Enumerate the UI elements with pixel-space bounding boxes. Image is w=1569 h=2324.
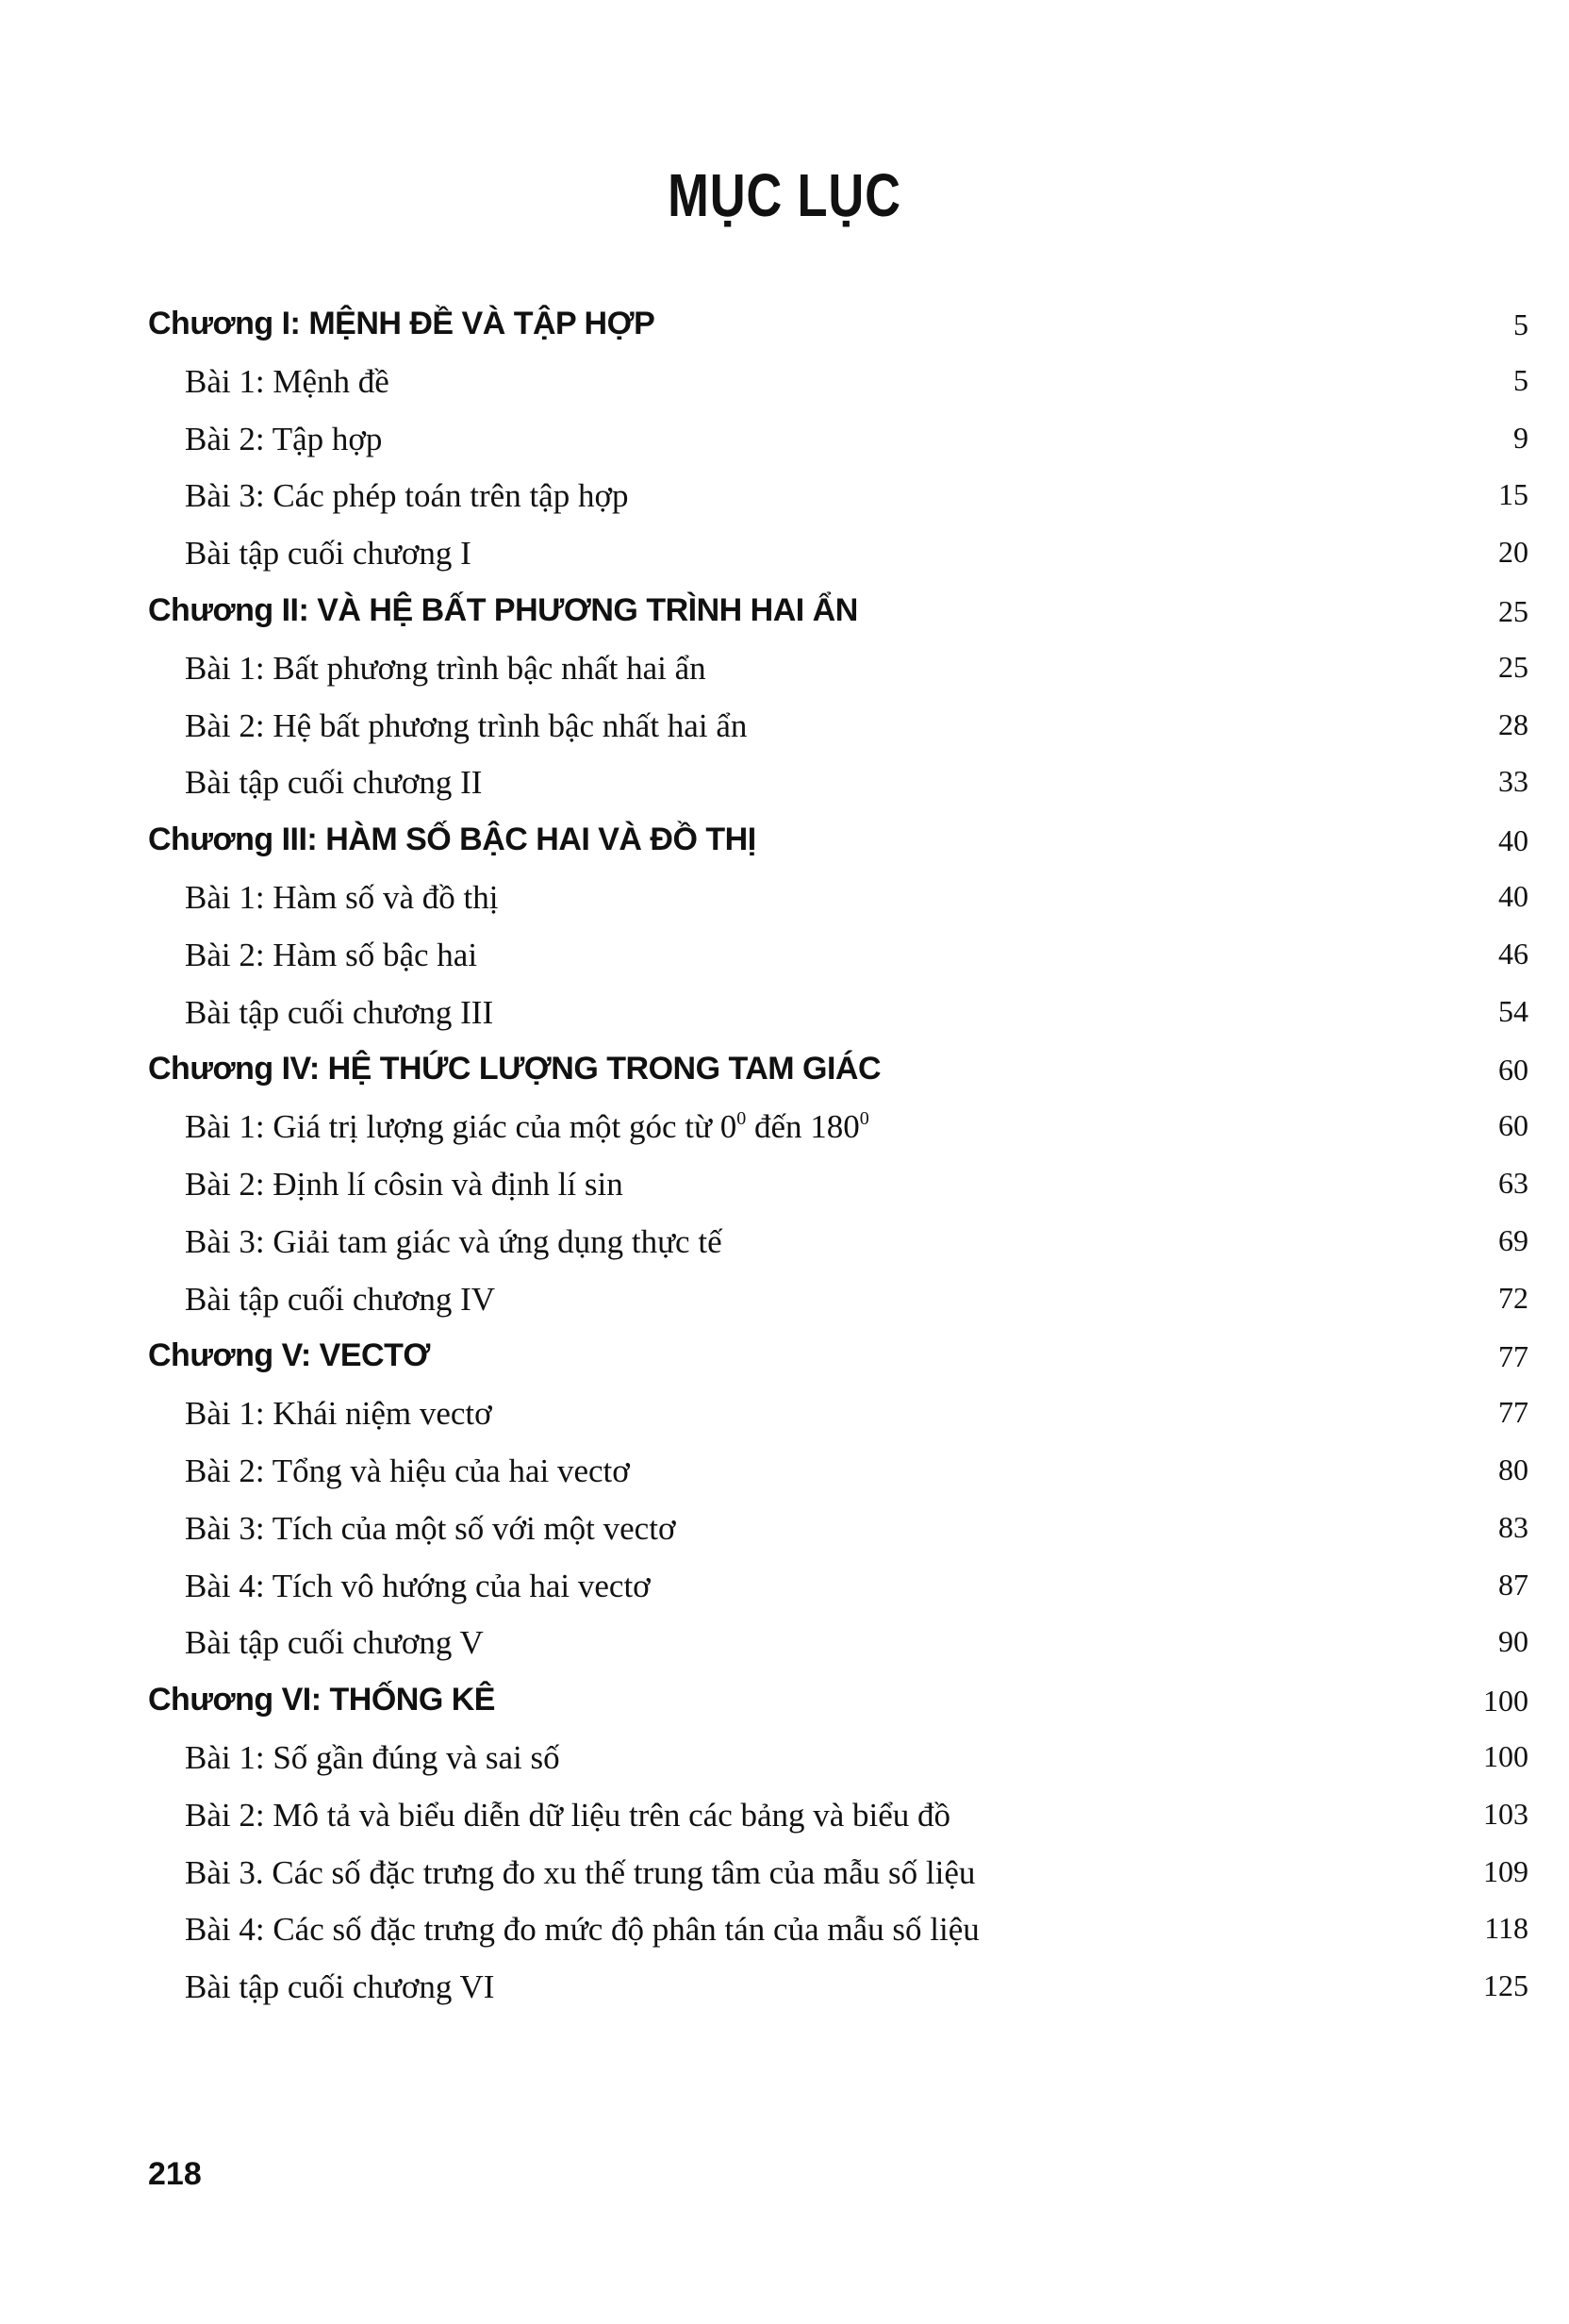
toc-page-number: 25	[1498, 649, 1528, 684]
toc-page-number: 118	[1484, 1911, 1528, 1946]
toc-page-number: 90	[1498, 1624, 1528, 1659]
toc-lesson-row	[0, 529, 1569, 587]
toc-lesson-row	[0, 1160, 1569, 1218]
page-title: MỤC LỤC	[668, 161, 901, 229]
toc-page-number: 100	[1483, 1684, 1528, 1718]
lesson-title: Bài 3: Tích của một số với một vectơ	[185, 1509, 676, 1547]
toc-page-number: 103	[1483, 1796, 1528, 1831]
toc-lesson-row	[0, 415, 1569, 473]
chapter-title: Chương IV: HỆ THỨC LƯỢNG TRONG TAM GIÁC	[148, 1051, 882, 1087]
lesson-title: Bài tập cuối chương II	[185, 764, 483, 802]
table-of-contents	[0, 300, 1569, 2020]
toc-page-number: 83	[1498, 1509, 1528, 1544]
toc-page-number: 46	[1498, 936, 1528, 971]
lesson-title: Bài 3. Các số đặc trưng đo xu thế trung tâm của mẫu số liệu	[185, 1853, 976, 1891]
toc-lesson-row	[0, 931, 1569, 988]
toc-lesson-row	[0, 1734, 1569, 1791]
toc-page-number: 54	[1498, 993, 1528, 1028]
toc-page-number: 40	[1498, 878, 1528, 913]
toc-page-number: 77	[1498, 1395, 1528, 1430]
toc-lesson-row	[0, 1389, 1569, 1447]
toc-page-number: 15	[1498, 477, 1528, 512]
toc-lesson-row	[0, 1275, 1569, 1333]
lesson-title	[185, 1108, 869, 1146]
toc-page-number: 28	[1498, 706, 1528, 741]
lesson-title: Bài 2: Tập hợp	[185, 420, 383, 457]
toc-page-number: 5	[1513, 362, 1528, 397]
toc-page-number: 87	[1498, 1567, 1528, 1602]
lesson-title: Bài 1: Khái niệm vectơ	[185, 1395, 492, 1433]
toc-lesson-row	[0, 1103, 1569, 1160]
toc-lesson-row	[0, 1504, 1569, 1562]
toc-lesson-row	[0, 1218, 1569, 1275]
toc-page-number: 100	[1483, 1738, 1528, 1773]
toc-lesson-row	[0, 873, 1569, 931]
chapter-title: Chương III: HÀM SỐ BẬC HAI VÀ ĐỒ THỊ	[148, 822, 756, 858]
toc-chapter-row	[0, 816, 1569, 873]
toc-chapter-row	[0, 1332, 1569, 1389]
lesson-title-part: đến 180	[746, 1108, 860, 1146]
lesson-title: Bài 3: Các phép toán trên tập hợp	[185, 477, 629, 515]
toc-lesson-row	[0, 1849, 1569, 1906]
lesson-title: Bài tập cuối chương VI	[185, 1968, 495, 2006]
chapter-title: Chương II: VÀ HỆ BẤT PHƯƠNG TRÌNH HAI ẨN	[148, 591, 858, 628]
lesson-title: Bài 4: Tích vô hướng của hai vectơ	[185, 1567, 651, 1604]
toc-page-number: 33	[1498, 764, 1528, 799]
toc-page-number: 109	[1483, 1853, 1528, 1888]
degree-superscript: 0	[859, 1108, 869, 1130]
lesson-title-part: Bài 1: Giá trị lượng giác của một góc từ 0	[185, 1108, 737, 1146]
toc-lesson-row	[0, 472, 1569, 529]
lesson-title: Bài 4: Các số đặc trưng đo mức độ phân tán của mẫu số liệu	[185, 1911, 980, 1949]
lesson-title: Bài 3: Giải tam giác và ứng dụng thực tế	[185, 1222, 722, 1260]
lesson-title: Bài 2: Hệ bất phương trình bậc nhất hai ẩn	[185, 706, 748, 744]
lesson-title: Bài tập cuối chương III	[185, 993, 494, 1031]
lesson-title: Bài 2: Hàm số bậc hai	[185, 936, 478, 973]
toc-page-number: 125	[1483, 1968, 1528, 2003]
lesson-title: Bài 1: Bất phương trình bậc nhất hai ẩn	[185, 649, 706, 687]
toc-page-number: 80	[1498, 1452, 1528, 1486]
toc-lesson-row	[0, 1963, 1569, 2020]
toc-lesson-row	[0, 1791, 1569, 1849]
toc-page-number: 9	[1513, 420, 1528, 455]
toc-page-number: 72	[1498, 1280, 1528, 1315]
toc-page-number: 69	[1498, 1222, 1528, 1257]
lesson-title: Bài tập cuối chương V	[185, 1624, 484, 1662]
toc-lesson-row	[0, 357, 1569, 415]
toc-lesson-row	[0, 1905, 1569, 1963]
lesson-title: Bài 1: Số gần đúng và sai số	[185, 1738, 560, 1776]
lesson-title: Bài 2: Định lí côsin và định lí sin	[185, 1165, 623, 1203]
toc-chapter-row	[0, 1676, 1569, 1734]
chapter-title: Chương V: VECTƠ	[148, 1337, 430, 1374]
toc-page-number: 77	[1498, 1339, 1528, 1374]
toc-page-number: 63	[1498, 1165, 1528, 1200]
lesson-title: Bài 1: Mệnh đề	[185, 362, 389, 400]
lesson-title: Bài 2: Tổng và hiệu của hai vectơ	[185, 1452, 630, 1489]
page-number: 218	[148, 2156, 202, 2192]
toc-lesson-row	[0, 1447, 1569, 1504]
lesson-title: Bài tập cuối chương IV	[185, 1280, 496, 1318]
toc-lesson-row	[0, 1562, 1569, 1619]
toc-page-number: 5	[1513, 307, 1528, 341]
chapter-title: Chương VI: THỐNG KÊ	[148, 1682, 495, 1718]
toc-lesson-row	[0, 988, 1569, 1046]
lesson-title: Bài tập cuối chương I	[185, 535, 471, 573]
lesson-title: Bài 2: Mô tả và biểu diễn dữ liệu trên các bảng và biểu đồ	[185, 1796, 951, 1834]
toc-lesson-row	[0, 702, 1569, 759]
degree-superscript: 0	[736, 1108, 747, 1130]
toc-page-number: 25	[1498, 593, 1528, 628]
toc-page-number: 60	[1498, 1108, 1528, 1143]
toc-page-number: 40	[1498, 823, 1528, 858]
toc-chapter-row	[0, 587, 1569, 644]
chapter-title: Chương I: MỆNH ĐỀ VÀ TẬP HỢP	[148, 306, 655, 341]
toc-page-number: 20	[1498, 535, 1528, 570]
toc-lesson-row	[0, 758, 1569, 816]
lesson-title: Bài 1: Hàm số và đồ thị	[185, 878, 499, 916]
toc-lesson-row	[0, 1618, 1569, 1676]
toc-lesson-row	[0, 644, 1569, 702]
toc-chapter-row	[0, 1045, 1569, 1103]
toc-chapter-row	[0, 300, 1569, 357]
toc-page-number: 60	[1498, 1053, 1528, 1087]
